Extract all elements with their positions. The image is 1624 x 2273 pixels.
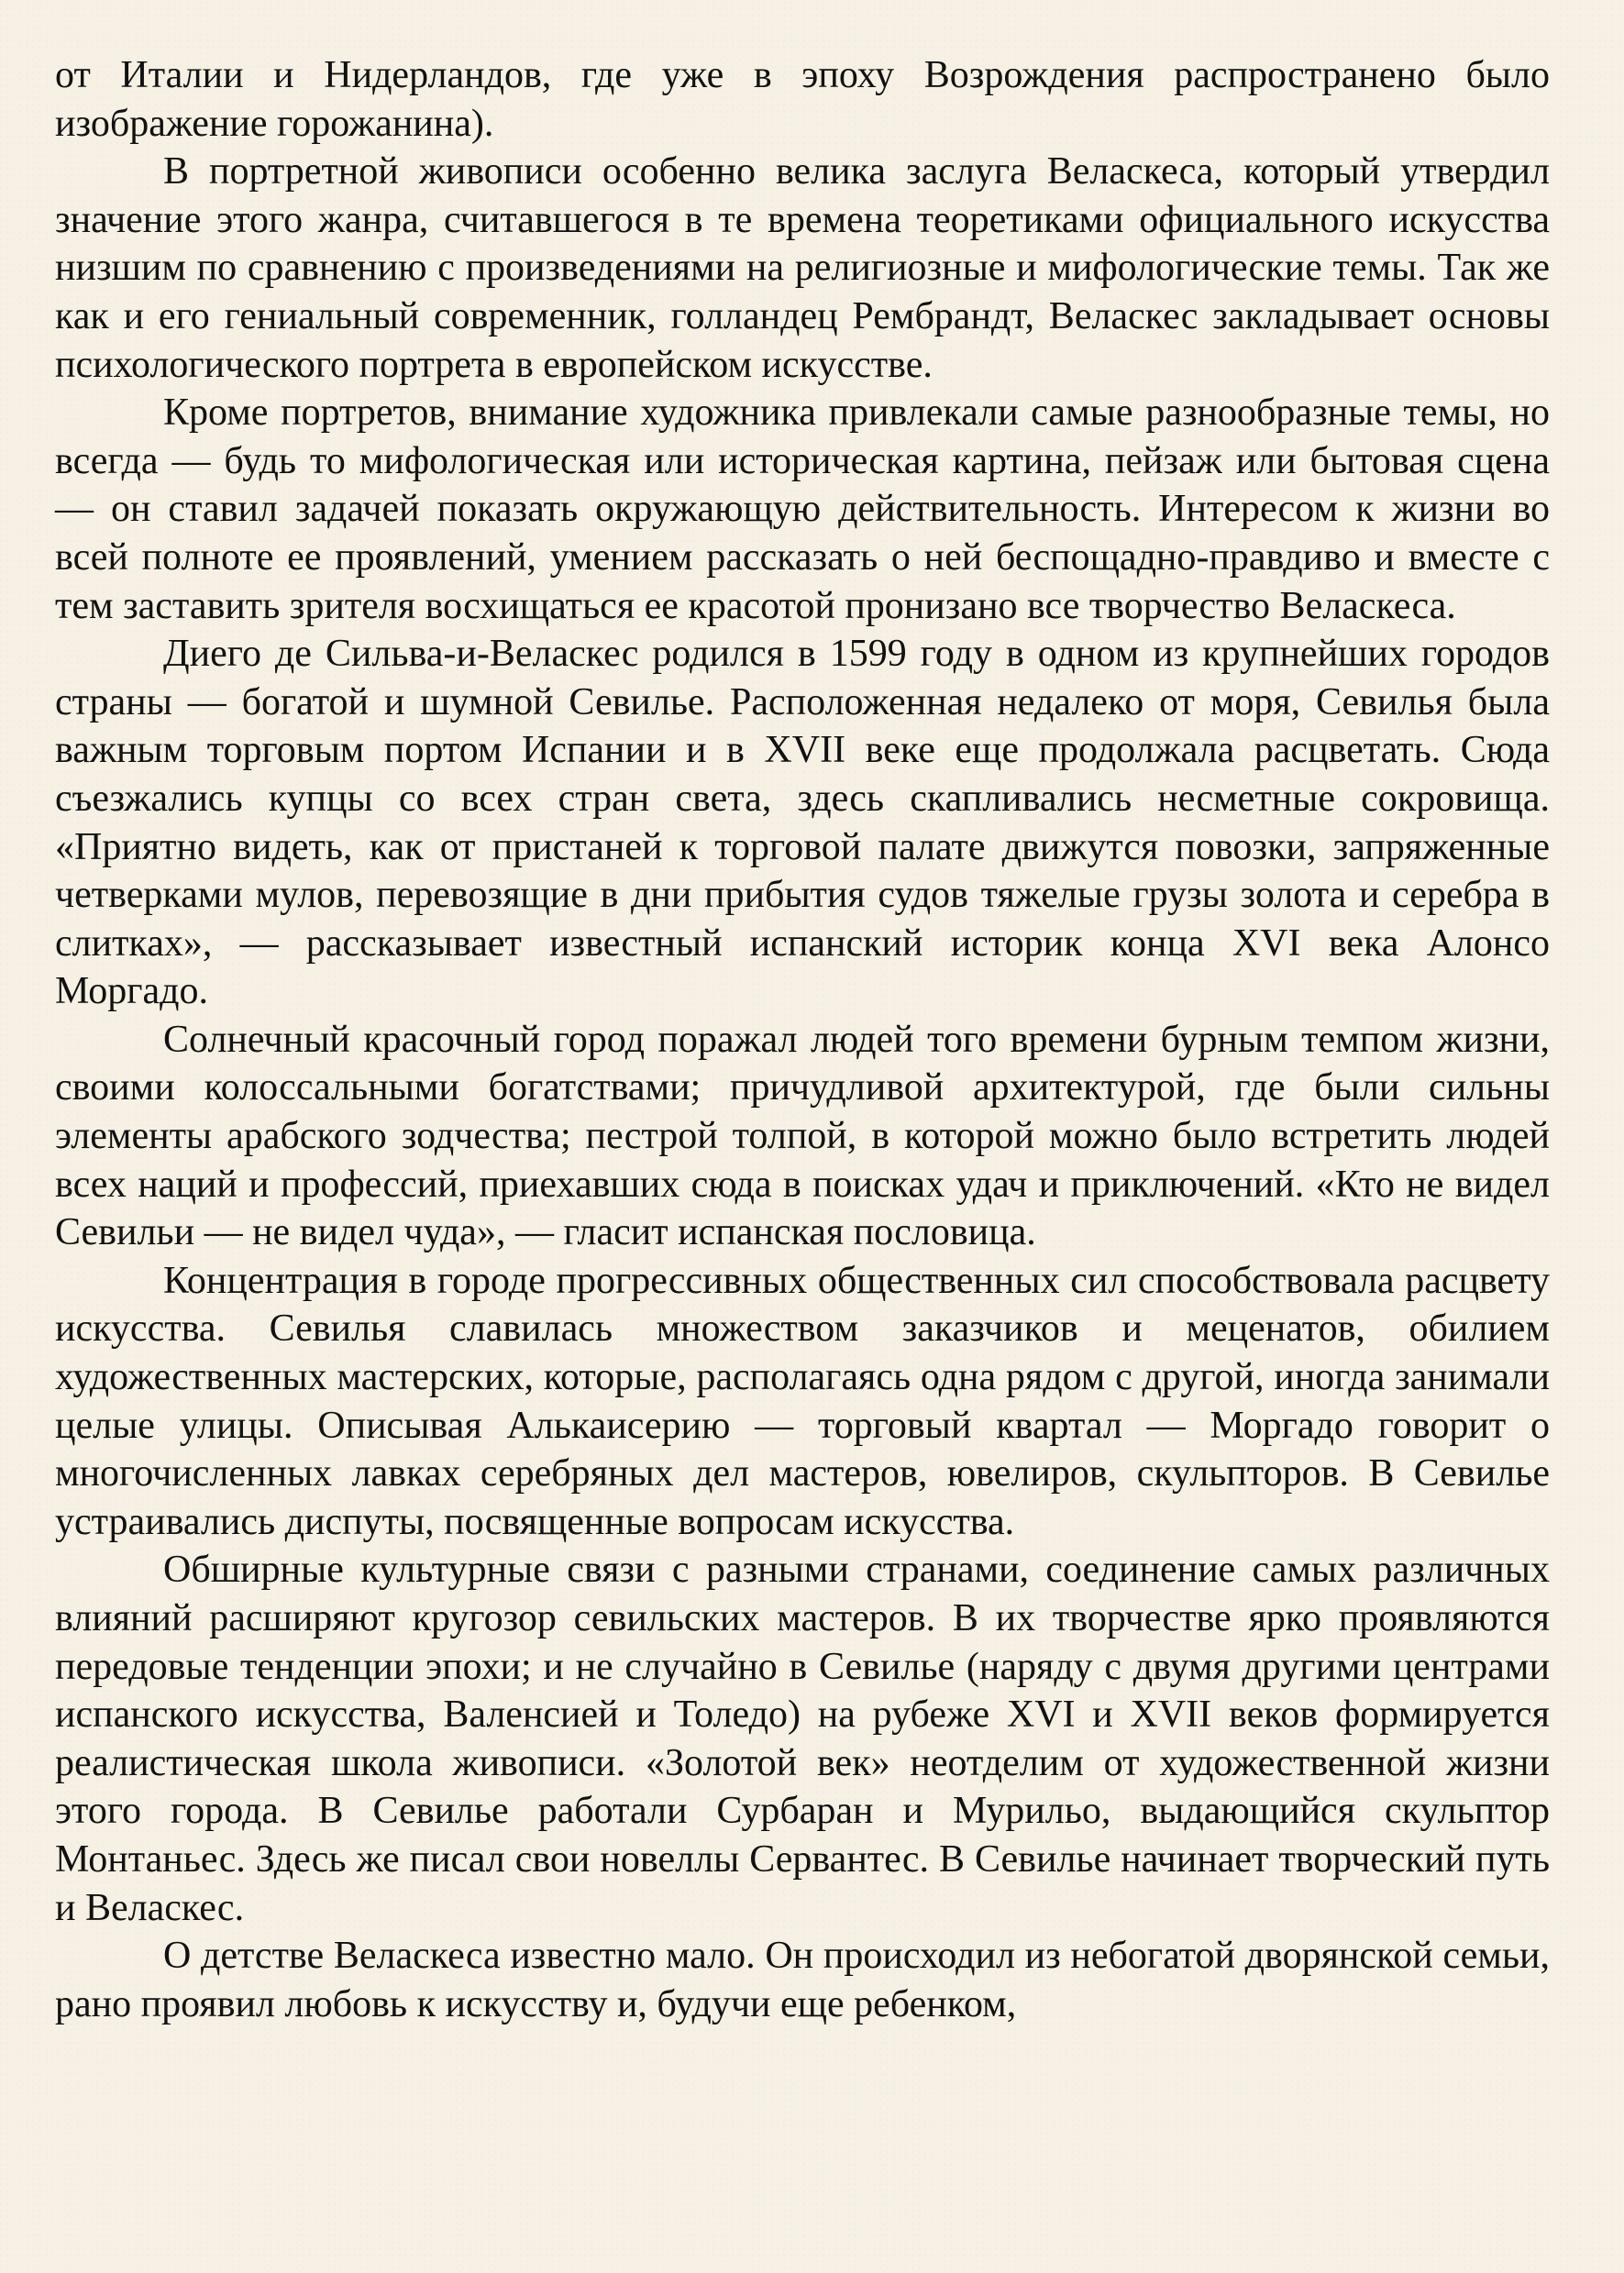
paragraph-1: от Италии и Нидерландов, где уже в эпоху Возрождения распространено было изображение горожанина). xyxy=(55,54,1550,145)
paragraph-2: В портретной живописи особенно велика заслуга Веласкеса, который утвердил значение этого жанра, считавшегося в те времена теоретиками официального искусства низшим по сравнению с произведениями на религиозные и мифологические темы. Так же как и его гениальный современник, голландец Рембрандт, Веласкес закладывает основы психологического портрета в европейском искусстве. xyxy=(55,150,1550,386)
document-page xyxy=(55,51,1550,2028)
paragraph-5: Солнечный красочный город поражал людей того времени бурным темпом жизни, своими колоссальными богатствами; причудливой архитектурой, где были сильны элементы арабского зодчества; пестрой толпой, в которой можно было встретить людей всех наций и профессий, приехавших сюда в поисках удач и приключений. «Кто не видел Севильи — не видел чуда», — гласит испанская пословица. xyxy=(55,1018,1550,1254)
paragraph-6: Концентрация в городе прогрессивных общественных сил способствовала расцвету искусства. Севилья славилась множеством заказчиков и меценатов, обилием художественных мастерских, которые, располагаясь одна рядом с другой, иногда занимали целые улицы. Описывая Алькаисерию — торговый квартал — Моргадо говорит о многочисленных лавках серебряных дел мастеров, ювелиров, скульпторов. В Севилье устраивались диспуты, посвященные вопросам искусства. xyxy=(55,1259,1550,1543)
paragraph-7: Обширные культурные связи с разными странами, соединение самых различных влияний расширяют кругозор севильских мастеров. В их творчестве ярко проявляются передовые тенденции эпохи; и не случайно в Севилье (наряду с двумя другими центрами испанского искусства, Валенсией и Толедо) на рубеже XVI и XVII веков формируется реалистическая школа живописи. «Золотой век» неотделим от художественной жизни этого города. В Севилье работали Сурбаран и Мурильо, выдающийся скульптор Монтаньес. Здесь же писал свои новеллы Сервантес. В Севилье начинает творческий путь и Веласкес. xyxy=(55,1549,1550,1929)
paragraph-8: О детстве Веласкеса известно мало. Он происходил из небогатой дворянской семьи, рано проявил любовь к искусству и, будучи еще ребенком, xyxy=(55,1935,1550,2025)
paragraph-3: Кроме портретов, внимание художника привлекали самые разнообразные темы, но всегда — будь то мифологическая или историческая картина, пейзаж или бытовая сцена — он ставил задачей показать окружающую действительность. Интересом к жизни во всей полноте ее проявлений, умением рассказать о ней беспощадно-правдиво и вместе с тем заставить зрителя восхищаться ее красотой пронизано все творчество Веласкеса. xyxy=(55,392,1550,627)
paragraph-4: Диего де Сильва-и-Веласкес родился в 1599 году в одном из крупнейших городов страны — богатой и шумной Севилье. Расположенная недалеко от моря, Севилья была важным торговым портом Испании и в XVII веке еще продолжала расцветать. Сюда съезжались купцы со всех стран света, здесь скапливались несметные сокровища. «Приятно видеть, как от пристаней к торговой палате движутся повозки, запряженные четверками мулов, перевозящие в дни прибытия судов тяжелые грузы золота и серебра в слитках», — рассказывает известный испанский историк конца XVI века Алонсо Моргадо. xyxy=(55,633,1550,1013)
